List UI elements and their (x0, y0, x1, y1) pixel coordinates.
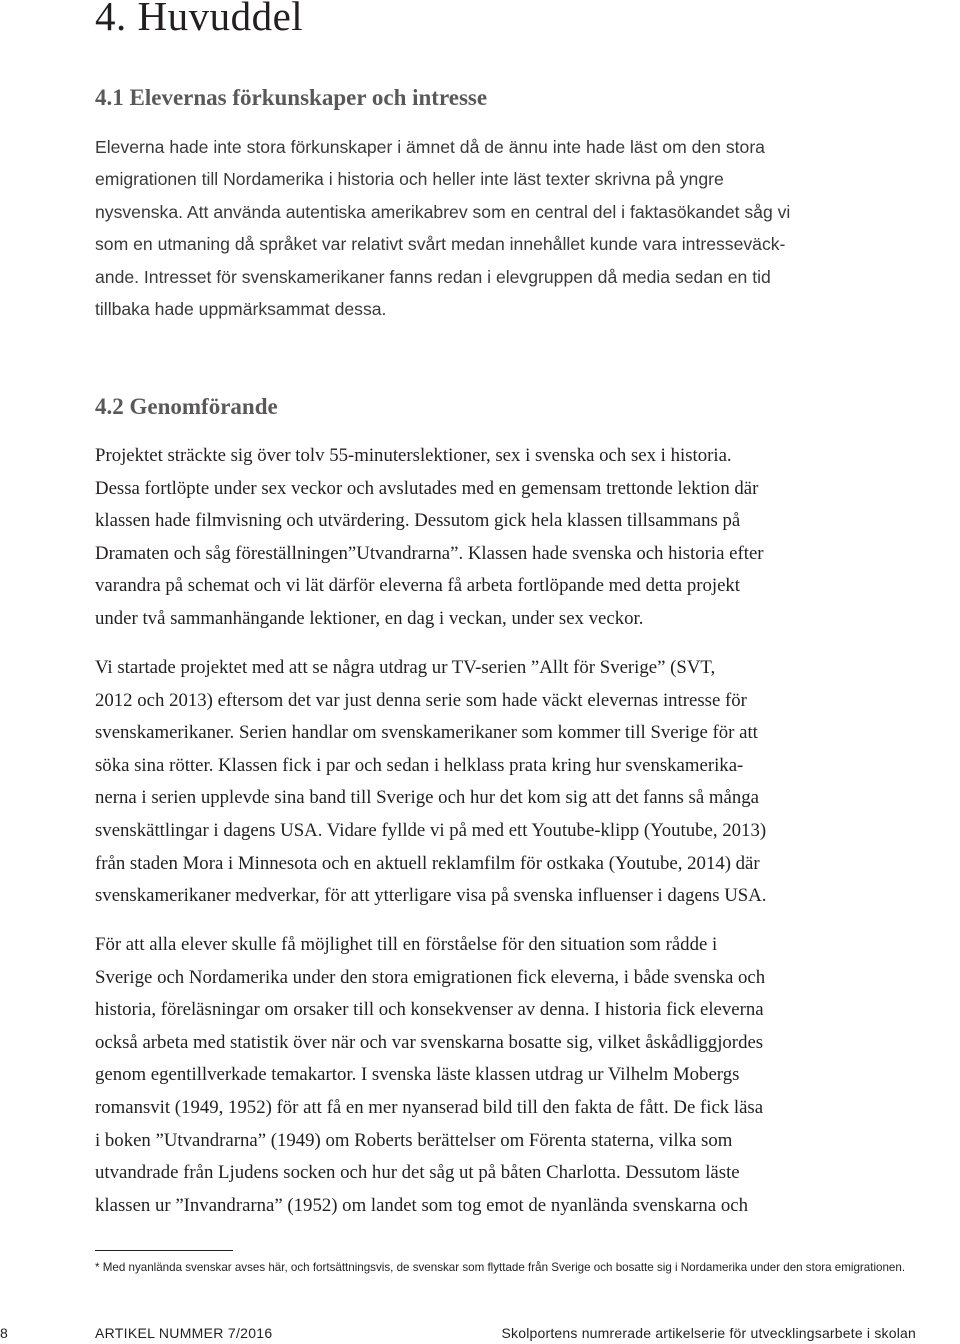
paragraph-line: söka sina rötter. Klassen fick i par och sedan i helklass prata kring hur svenskamerika- (95, 754, 744, 776)
footer-article-number: ARTIKEL NUMMER 7/2016 (95, 1325, 273, 1341)
paragraph-line: svenskättlingar i dagens USA. Vidare fyllde vi på med ett Youtube-klipp (Youtube, 2013) (95, 819, 767, 841)
paragraph-line: svenskamerikaner. Serien handlar om svenskamerikaner som kommer till Sverige för att (95, 722, 758, 744)
paragraph-line: klassen hade filmvisning och utvärdering. Dessutom gick hela klassen tillsammans på (95, 510, 741, 532)
chapter-title: 4. Huvuddel (95, 0, 304, 39)
paragraph-line: Projektet sträckte sig över tolv 55-minuterslektioner, sex i svenska och sex i historia. (95, 445, 732, 466)
paragraph-line: nerna i serien upplevde sina band till Sverige och hur det kom sig att det fanns så många (95, 787, 759, 809)
paragraph-line: historia, föreläsningar om orsaker till och konsekvenser av denna. I historia fick eleverna (95, 999, 764, 1021)
paragraph-line: romansvit (1949, 1952) för att få en mer nyanserad bild till den fakta de fått. De fick läsa (95, 1096, 764, 1118)
section2-paragraph-2 (95, 652, 915, 913)
paragraph-line: tillbaka hade uppmärksammat dessa. (95, 299, 387, 320)
paragraph-line: ande. Intresset för svenskamerikaner fanns redan i elevgruppen då media sedan en tid (95, 266, 771, 287)
paragraph-line: Eleverna hade inte stora förkunskaper i ämnet då de ännu inte hade läst om den stora (95, 137, 765, 157)
paragraph-line: varandra på schemat och vi lät därför eleverna få arbeta fortlöpande med detta projekt (95, 575, 741, 597)
paragraph-line: utvandrade från Ljudens socken och hur det såg ut på båten Charlotta. Dessutom läste (95, 1162, 740, 1184)
paragraph-line: från staden Mora i Minnesota och en aktuell reklamfilm för ostkaka (Youtube, 2014) där (95, 852, 760, 874)
paragraph-line: nysvenska. Att använda autentiska amerikabrev som en central del i faktasökandet såg vi (95, 201, 791, 222)
paragraph-line: För att alla elever skulle få möjlighet till en förståelse för den situation som rådde i (95, 934, 718, 955)
paragraph-line: genom egentillverkade temakartor. I svenska läste klassen utdrag ur Vilhelm Mobergs (95, 1064, 740, 1086)
paragraph-line: som en utmaning då språket var relativt svårt medan innehållet kunde vara intresseväck- (95, 234, 786, 255)
page-number: 8 (0, 1325, 8, 1341)
paragraph-line: Vi startade projektet med att se några utdrag ur TV-serien ”Allt för Sverige” (SVT, (95, 657, 716, 678)
footnote: * Med nyanlända svenskar avses här, och fortsättningsvis, de svenskar som flyttade från Sverige och bosatte sig i Nordamerika under den stora emigrationen. (95, 1261, 906, 1274)
section2-paragraph-3 (95, 929, 915, 1222)
section1-paragraph (95, 131, 915, 325)
paragraph-line: svenskamerikaner medverkar, för att ytterligare visa på svenska influenser i dagens USA. (95, 885, 767, 907)
section-heading-4-1: 4.1 Elevernas förkunskaper och intresse (95, 85, 488, 110)
paragraph-line: i boken ”Utvandrarna” (1949) om Roberts berättelser om Förenta staterna, vilka som (95, 1129, 733, 1151)
paragraph-line: också arbeta med statistik över när och var svenskarna bosatte sig, vilket åskådliggjordes (95, 1031, 764, 1053)
paragraph-line: Dramaten och såg föreställningen”Utvandrarna”. Klassen hade svenska och historia efter (95, 542, 764, 564)
paragraph-line: Dessa fortlöpte under sex veckor och avslutades med en gemensam trettonde lektion där (95, 477, 759, 499)
paragraph-line: emigrationen till Nordamerika i historia och heller inte läst texter skrivna på yngre (95, 169, 724, 190)
section-heading-4-2: 4.2 Genomförande (95, 394, 278, 419)
paragraph-line: klassen ur ”Invandrarna” (1952) om landet som tog emot de nyanlända svenskarna och (95, 1194, 748, 1216)
footer-series-title: Skolportens numrerade artikelserie för utvecklingsarbete i skolan (501, 1325, 916, 1341)
paragraph-line: under två sammanhängande lektioner, en dag i veckan, under sex veckor. (95, 607, 644, 629)
section2-paragraph-1 (95, 440, 915, 636)
paragraph-line: 2012 och 2013) eftersom det var just denna serie som hade väckt elevernas intresse för (95, 689, 747, 711)
footnote-divider (95, 1250, 233, 1251)
paragraph-line: Sverige och Nordamerika under den stora emigrationen fick eleverna, i både svenska och (95, 966, 766, 988)
